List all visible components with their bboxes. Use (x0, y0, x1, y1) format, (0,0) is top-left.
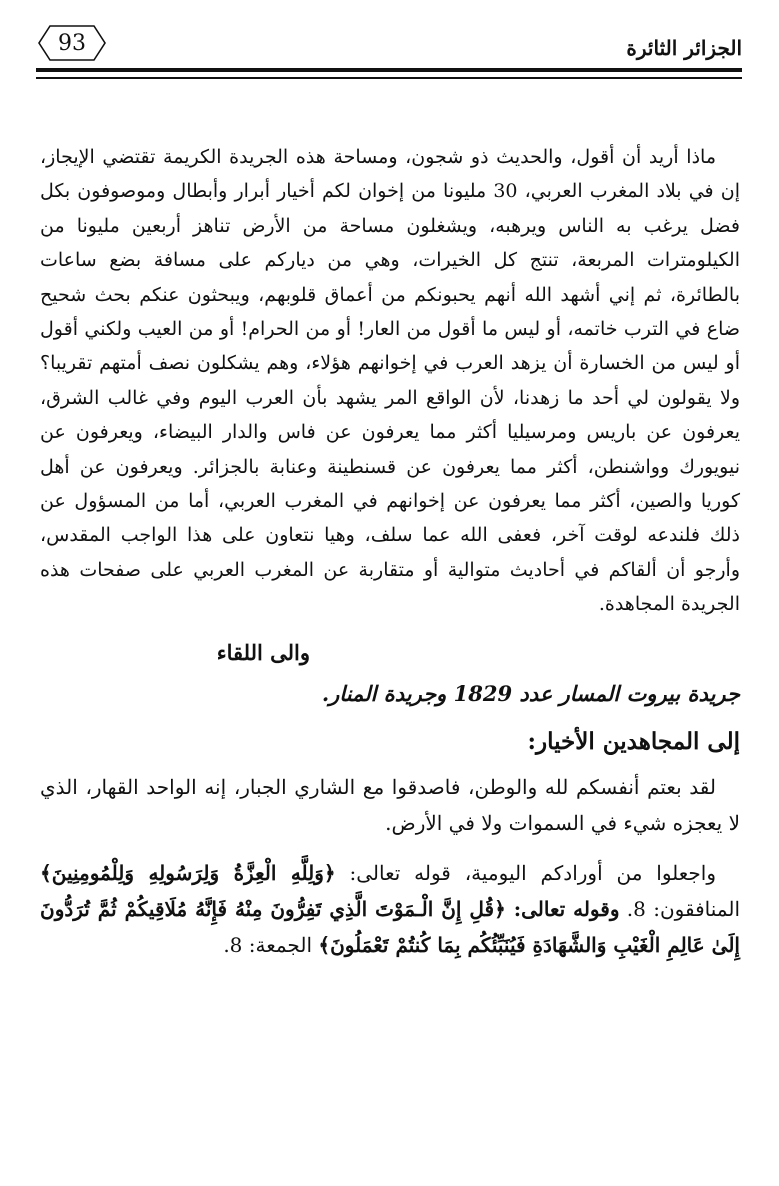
running-header (36, 22, 742, 82)
running-title: الجزائر الثائرة (626, 36, 742, 60)
page-number: 93 (58, 30, 86, 56)
main-paragraph: ماذا أريد أن أقول، والحديث ذو شجون، ومساحة هذه الجريدة الكريمة تقتضي الإيجاز، إن في بلاد المغرب العربي، 30 مليونا من إخوان لكم أخيار أبرار وأبطال وموصوفون بكل فضل يرغب به الناس ويرهبه، ويشغلون مساحة من الأرض تناهز أربعين مليونا من الكيلومترات المربعة، تنتج كل الخيرات، وهي من دياركم على مسافة بضع ساعات بالطائرة، ثم إني أشهد الله أنهم يحبونكم من أعماق قلوبهم، ويبحثون عنكم بحث شحيح ضاع في الترب خاتمه، أو ليس ما أقول من العار! أو من الحرام! أو من العيب ولكني أقول أو ليس من الخسارة أن يزهد العرب في إخوانهم هؤلاء، وهم يشكلون نصف أمتهم تقريبا؟ ولا يقولون لي أحد ما زهدنا، لأن الواقع المر يشهد بأن العرب اليوم وفي غالب الشرق، يعرفون عن باريس ومرسيليا أكثر مما يعرفون عن فاس والدار البيضاء، ويعرفون عن نيويورك وواشنطن، أكثر مما يعرفون عن قسنطينة وعنابة بالجزائر. ويعرفون عن أهل كوريا والصين، أكثر مما يعرفون عن إخوانهم في المغرب العربي، أما من المسؤول عن ذلك فلندعه لوقت آخر، فعفى الله عما سلف، وهيا نتعاون على هذا الواجب المقدس، وأرجو أن ألقاكم في أحاديث متوالية أو متقاربة عن المغرب العربي على صفحات هذه الجريدة المجاهدة. (40, 146, 741, 616)
quran-verse-2: ﴿قُلِ إِنَّ الْـمَوْتَ الَّذِي تَفِرُّونَ مِنْهُ فَإِنَّهُ مُلَاقِيكُمْ ثُمَّ تُرَدُّونَ إِلَىٰ عَالِمِ الْغَيْبِ وَالشَّهَادَةِ فَيُنَبِّئُكُم بِمَا كُنتُمْ تَعْمَلُونَ﴾ (40, 896, 740, 957)
quran-verse-1: ﴿وَلِلَّهِ الْعِزَّةُ وَلِرَسُولِهِ وَلِلْمُومِنِينَ﴾ (40, 860, 336, 885)
header-rule-thick (36, 68, 742, 72)
verse-1-reference: المنافقون: 8. (619, 896, 741, 921)
section-heading: إلى المجاهدين الأخيار: (527, 727, 740, 755)
paragraph-pledge: لقد بعتم أنفسكم لله والوطن، فاصدقوا مع الشاري الجبار، إنه الواحد القهار، الذي لا يعجزه شيء في السموات ولا في الأرض. (40, 774, 740, 835)
paragraph-verses (40, 855, 740, 963)
page-number-badge (36, 22, 108, 64)
page-body (40, 140, 740, 963)
closing-line: والى اللقاء (216, 639, 310, 665)
source-citation: جريدة بيروت المسار عدد 1829 وجريدة المنار. (321, 680, 740, 706)
header-rule-thin (36, 77, 742, 79)
verses-intro-2: وقوله تعالى: (505, 896, 620, 921)
verses-intro: واجعلوا من أورادكم اليومية، قوله تعالى: (335, 860, 717, 885)
verse-2-reference: الجمعة: 8. (223, 932, 319, 957)
